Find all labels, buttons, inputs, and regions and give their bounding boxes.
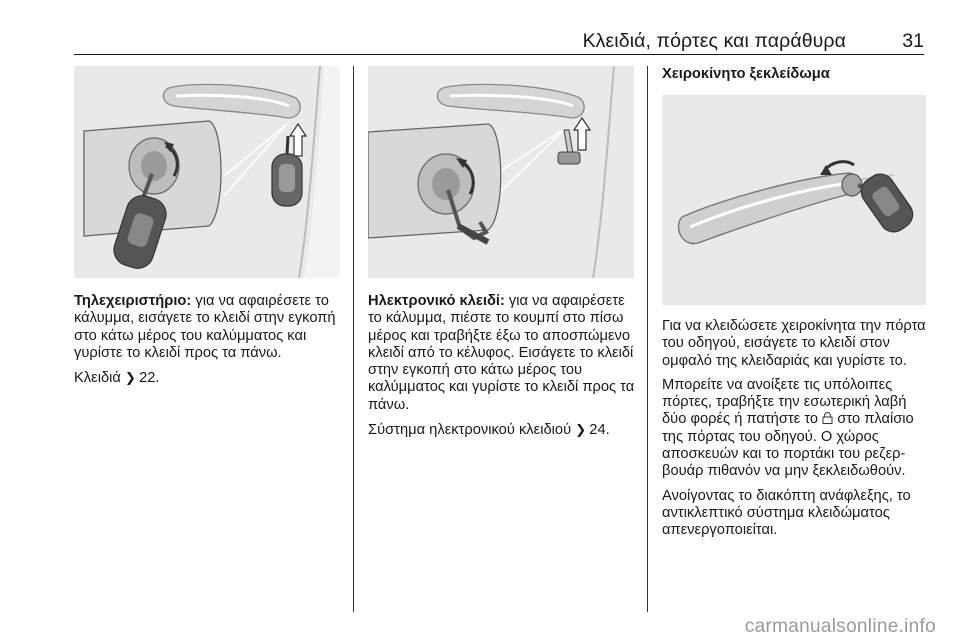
door-handle-illustration bbox=[662, 95, 926, 305]
xref-text: Κλειδιά bbox=[74, 370, 121, 387]
section-heading: Χειροκίνητο ξεκλείδωμα bbox=[662, 66, 830, 82]
paragraph bbox=[368, 293, 638, 414]
paragraph bbox=[74, 293, 340, 362]
electronic-key-paragraph bbox=[368, 293, 638, 446]
page-title: Κλειδιά, πόρτες και παράθυρα bbox=[582, 30, 846, 52]
xref-page: 24. bbox=[589, 422, 610, 439]
column-divider bbox=[353, 66, 354, 612]
page-number: 31 bbox=[902, 30, 924, 52]
paragraph: Μπορείτε να ανοίξετε τις υπόλοιπες πόρτες, τραβήξτε την εσωτερική λαβή δύο φορές ή πατήστε το στο πλαίσιο της πόρτας του οδηγού. Ο χώρος αποσκευών και το πορτάκι του ρεζερβουάρ πιθανόν να μην ξεκλειδωθούν. bbox=[662, 376, 914, 480]
xref-page: 22. bbox=[139, 370, 160, 387]
cross-reference[interactable] bbox=[74, 369, 340, 387]
lead-term: Τηλεχειριστήριο: bbox=[74, 293, 192, 309]
cross-reference[interactable] bbox=[368, 421, 638, 439]
lock-button-icon bbox=[822, 412, 833, 424]
arrow-reference-icon: ❯ bbox=[575, 422, 587, 438]
door-handle-illustration bbox=[74, 66, 340, 278]
paragraph: Για να κλειδώσετε χειροκίνητα την πόρτα του οδηγού, εισάγετε το κλειδί στον ομφαλό της κλειδαριάς και γυρίστε το. bbox=[662, 318, 926, 369]
figure-electronic-key bbox=[368, 66, 634, 278]
xref-text: Σύστημα ηλεκτρονικού κλειδιού bbox=[368, 422, 572, 439]
column-divider bbox=[647, 66, 648, 612]
paragraph-body: για να αφαιρέσετε το κάλυμμα, εισάγετε το κλειδί στην εγκοπή στο κάτω μέρος του καλύμματος και γυρίστε το κλειδί προς τα πάνω. bbox=[74, 293, 336, 361]
figure-manual-unlock bbox=[662, 95, 926, 305]
arrow-reference-icon: ❯ bbox=[124, 370, 136, 386]
paragraph: Ανοίγοντας το διακόπτη ανάφλεξης, το αντικλεπτικό σύστημα κλειδώματος απενεργοποιείται. bbox=[662, 487, 911, 539]
lead-term: Ηλεκτρονικό κλειδί: bbox=[368, 293, 505, 309]
page-header bbox=[74, 26, 924, 55]
manual-unlock-text bbox=[662, 318, 926, 547]
watermark: carmanualsonline.info bbox=[744, 616, 936, 637]
door-handle-illustration bbox=[368, 66, 634, 278]
paragraph-body: για να αφαιρέσετε το κάλυμμα, πιέστε το κουμπί στο πίσω μέρος και τραβήξτε έξω το αποσπώμενο κλειδί από το κέλυφος. Εισάγετε το κλειδί στην εγκοπή στο κάτω μέρος του καλύμματος και γυρίστε το κλειδί προς τα πάνω. bbox=[368, 293, 635, 413]
figure-remote-key bbox=[74, 66, 340, 278]
remote-key-paragraph bbox=[74, 293, 340, 394]
